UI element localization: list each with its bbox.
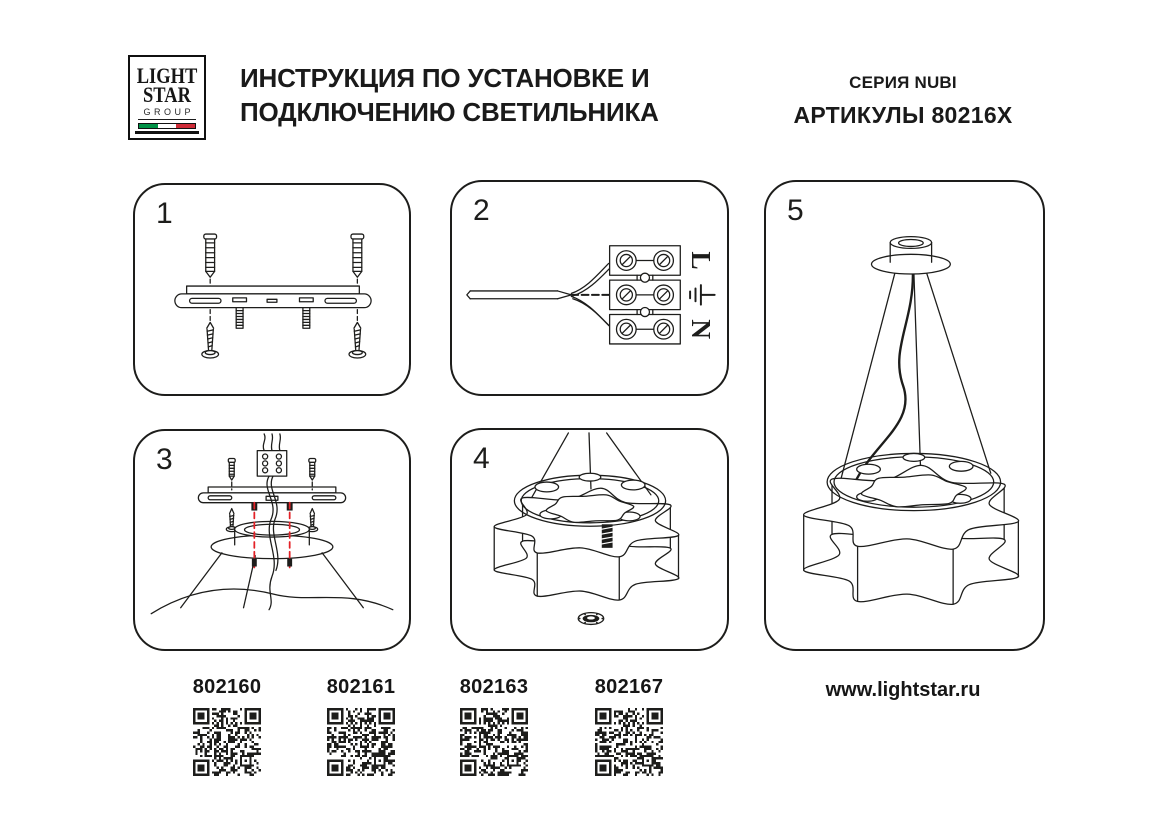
logo-word-group: GROUP (138, 107, 196, 120)
lamp-top-silhouette (151, 589, 393, 614)
terminal-block-wiring-drawing (452, 182, 727, 394)
italian-flag-stripe (138, 123, 196, 129)
neutral-wire (571, 296, 611, 328)
article-number: 802160 (192, 676, 262, 698)
logo-underbar (135, 131, 199, 134)
step-number-2: 2 (473, 194, 490, 227)
stud-end (287, 559, 292, 567)
mounting-bracket-screws-drawing (135, 185, 409, 394)
phase-wire (571, 263, 611, 295)
wall-plug-icon (228, 458, 235, 489)
qr-code (193, 708, 261, 776)
suspension-cables (181, 553, 364, 608)
step-panel-2 (450, 180, 729, 396)
qr-code (460, 708, 528, 776)
step-number-5: 5 (787, 194, 804, 227)
article-number: 802163 (459, 676, 529, 698)
neutral-label: N (685, 319, 716, 340)
ceiling-wires (263, 434, 280, 451)
page-title (240, 61, 659, 129)
threaded-stud-icon (602, 524, 613, 548)
step-panel-3 (133, 429, 411, 651)
lock-nut-icon (578, 613, 604, 625)
wall-plug-icon (204, 234, 217, 277)
qr-code (595, 708, 663, 776)
supply-cable (467, 291, 572, 299)
series-info (783, 73, 1023, 129)
step-panel-1 (133, 183, 411, 396)
step-number-4: 4 (473, 442, 490, 475)
step-number-1: 1 (156, 197, 173, 230)
terminal-block (257, 451, 286, 477)
articles-code: АРТИКУЛЫ 80216X (793, 102, 1013, 128)
canopy (871, 237, 950, 274)
step-panel-4 (450, 428, 729, 651)
series-name: СЕРИЯ NUBI (849, 73, 957, 92)
qr-item (424, 676, 564, 781)
website-url: www.lightstar.ru (825, 679, 981, 701)
qr-item (291, 676, 431, 781)
step-panel-5 (764, 180, 1045, 651)
title-line-2: ПОДКЛЮЧЕНИЮ СВЕТИЛЬНИКА (240, 97, 659, 127)
earth-ground-icon (690, 285, 715, 305)
qr-item (157, 676, 297, 781)
line-label: L (685, 251, 716, 270)
screw-icon (202, 322, 219, 358)
assembled-pendant-drawing (766, 182, 1043, 649)
suspension-cables (841, 270, 991, 479)
shade-ring-assembly-drawing (452, 430, 727, 649)
article-number: 802167 (594, 676, 664, 698)
canopy-mounting-drawing (135, 431, 409, 649)
step-number-3: 3 (156, 443, 173, 476)
mounting-bar (175, 286, 371, 308)
logo-word-light: LIGHT (136, 63, 198, 88)
qr-item (559, 676, 699, 781)
logo-word-star: STAR (143, 82, 191, 107)
title-line-1: ИНСТРУКЦИЯ ПО УСТАНОВКЕ И (240, 63, 650, 93)
lightstar-logo (128, 55, 206, 140)
power-cord (857, 272, 913, 479)
stud-end (252, 559, 257, 567)
article-number: 802161 (326, 676, 396, 698)
qr-code (327, 708, 395, 776)
terminal-unit (610, 246, 681, 275)
